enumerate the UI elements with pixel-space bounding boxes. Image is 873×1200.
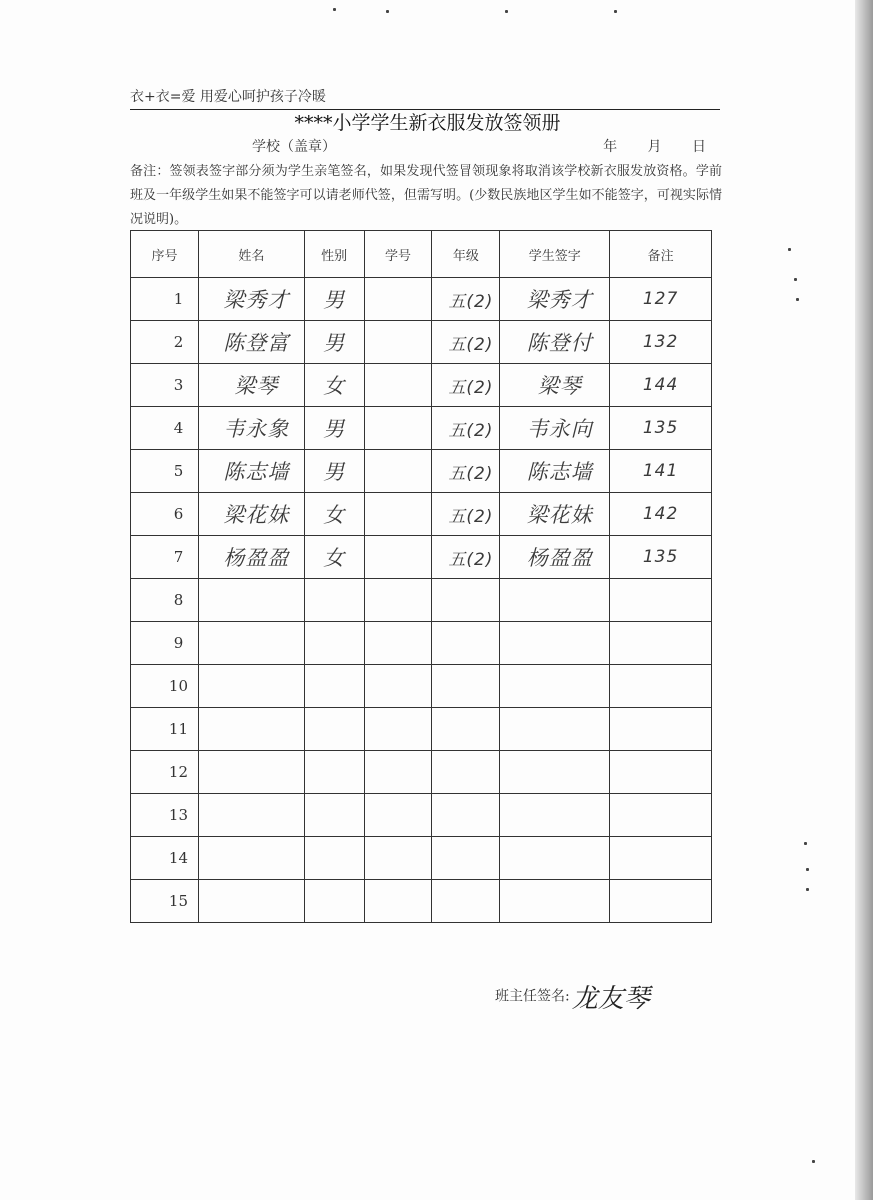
student-id bbox=[364, 579, 432, 622]
student-gender bbox=[304, 794, 364, 837]
student-signature: 韦永向 bbox=[500, 407, 610, 450]
student-name bbox=[198, 579, 304, 622]
student-id bbox=[364, 364, 432, 407]
student-signature: 梁琴 bbox=[500, 364, 610, 407]
student-id bbox=[364, 536, 432, 579]
student-gender: 男 bbox=[304, 407, 364, 450]
table-row bbox=[131, 880, 712, 923]
student-grade: 五(2) bbox=[432, 364, 500, 407]
scan-speck bbox=[804, 842, 807, 845]
row-remark: 135 bbox=[610, 536, 712, 579]
table-row bbox=[131, 794, 712, 837]
student-signature bbox=[500, 708, 610, 751]
scan-speck bbox=[806, 868, 809, 871]
row-number: 1 bbox=[131, 278, 199, 321]
student-gender: 男 bbox=[304, 450, 364, 493]
student-grade bbox=[432, 622, 500, 665]
student-name: 陈志墙 bbox=[198, 450, 304, 493]
student-id bbox=[364, 794, 432, 837]
row-number: 9 bbox=[131, 622, 199, 665]
student-signature: 梁秀才 bbox=[500, 278, 610, 321]
scan-edge bbox=[855, 0, 873, 1200]
row-remark bbox=[610, 794, 712, 837]
student-gender: 男 bbox=[304, 278, 364, 321]
table-row bbox=[131, 407, 712, 450]
table-row bbox=[131, 493, 712, 536]
sign-off-table bbox=[130, 230, 712, 923]
scan-speck bbox=[812, 1160, 815, 1163]
row-remark: 144 bbox=[610, 364, 712, 407]
student-name: 陈登富 bbox=[198, 321, 304, 364]
table-row bbox=[131, 579, 712, 622]
table-row bbox=[131, 364, 712, 407]
row-number: 4 bbox=[131, 407, 199, 450]
table-row bbox=[131, 450, 712, 493]
student-name bbox=[198, 708, 304, 751]
student-signature bbox=[500, 622, 610, 665]
row-remark: 132 bbox=[610, 321, 712, 364]
row-number: 12 bbox=[131, 751, 199, 794]
table-header-row bbox=[131, 231, 712, 278]
student-id bbox=[364, 450, 432, 493]
student-grade: 五(2) bbox=[432, 493, 500, 536]
student-gender bbox=[304, 579, 364, 622]
row-remark bbox=[610, 665, 712, 708]
table-row bbox=[131, 837, 712, 880]
row-number: 5 bbox=[131, 450, 199, 493]
row-number: 15 bbox=[131, 880, 199, 923]
student-grade bbox=[432, 880, 500, 923]
row-number: 11 bbox=[131, 708, 199, 751]
remarks-note: 备注：签领表签字部分须为学生亲笔签名，如果发现代签冒领现象将取消该学校新衣服发放资格。学前班及一年级学生如果不能签字可以请老师代签，但需写明。(少数民族地区学生如不能签字，可视实际情况说明)。 bbox=[130, 164, 722, 227]
student-gender: 女 bbox=[304, 536, 364, 579]
student-name: 杨盈盈 bbox=[198, 536, 304, 579]
row-number: 3 bbox=[131, 364, 199, 407]
row-number: 8 bbox=[131, 579, 199, 622]
student-id bbox=[364, 665, 432, 708]
student-signature bbox=[500, 579, 610, 622]
student-id bbox=[364, 837, 432, 880]
row-remark bbox=[610, 837, 712, 880]
scan-speck bbox=[333, 8, 336, 11]
table-row bbox=[131, 278, 712, 321]
teacher-label: 班主任签名: bbox=[495, 988, 570, 1005]
header-no: 序号 bbox=[131, 231, 199, 278]
header-name: 姓名 bbox=[198, 231, 304, 278]
student-id bbox=[364, 622, 432, 665]
student-id bbox=[364, 751, 432, 794]
student-grade bbox=[432, 708, 500, 751]
student-name: 梁秀才 bbox=[198, 278, 304, 321]
student-name: 梁琴 bbox=[198, 364, 304, 407]
scan-speck bbox=[806, 888, 809, 891]
school-stamp-label: 学校（盖章） bbox=[252, 139, 336, 155]
student-gender bbox=[304, 880, 364, 923]
scan-speck bbox=[794, 278, 797, 281]
row-remark bbox=[610, 751, 712, 794]
row-number: 13 bbox=[131, 794, 199, 837]
student-signature: 梁花妹 bbox=[500, 493, 610, 536]
document-title: ****小学学生新衣服发放签领册 bbox=[294, 112, 561, 134]
student-gender bbox=[304, 708, 364, 751]
student-grade bbox=[432, 794, 500, 837]
student-name bbox=[198, 880, 304, 923]
student-name bbox=[198, 665, 304, 708]
student-signature bbox=[500, 751, 610, 794]
student-gender: 女 bbox=[304, 493, 364, 536]
student-id bbox=[364, 321, 432, 364]
scan-speck bbox=[505, 10, 508, 13]
header-grade: 年级 bbox=[432, 231, 500, 278]
scan-speck bbox=[386, 10, 389, 13]
row-remark: 127 bbox=[610, 278, 712, 321]
row-remark bbox=[610, 880, 712, 923]
scan-speck bbox=[614, 10, 617, 13]
student-id bbox=[364, 407, 432, 450]
date-label: 年 月 日 bbox=[603, 139, 706, 155]
row-remark bbox=[610, 622, 712, 665]
row-number: 7 bbox=[131, 536, 199, 579]
header-signature: 学生签字 bbox=[500, 231, 610, 278]
student-name bbox=[198, 622, 304, 665]
student-gender: 女 bbox=[304, 364, 364, 407]
table-row bbox=[131, 708, 712, 751]
student-grade bbox=[432, 579, 500, 622]
student-name bbox=[198, 794, 304, 837]
student-grade bbox=[432, 665, 500, 708]
student-gender bbox=[304, 622, 364, 665]
student-name bbox=[198, 751, 304, 794]
student-signature bbox=[500, 837, 610, 880]
teacher-signature-block bbox=[495, 978, 650, 1018]
row-remark: 141 bbox=[610, 450, 712, 493]
scan-speck bbox=[788, 248, 791, 251]
student-name: 梁花妹 bbox=[198, 493, 304, 536]
table-row bbox=[131, 622, 712, 665]
table-row bbox=[131, 536, 712, 579]
header-gender: 性别 bbox=[304, 231, 364, 278]
student-signature: 陈登付 bbox=[500, 321, 610, 364]
header-remark: 备注 bbox=[610, 231, 712, 278]
student-grade: 五(2) bbox=[432, 407, 500, 450]
row-remark: 135 bbox=[610, 407, 712, 450]
row-remark bbox=[610, 708, 712, 751]
student-signature bbox=[500, 665, 610, 708]
student-grade: 五(2) bbox=[432, 278, 500, 321]
student-grade bbox=[432, 751, 500, 794]
student-signature bbox=[500, 794, 610, 837]
student-id bbox=[364, 880, 432, 923]
student-signature: 杨盈盈 bbox=[500, 536, 610, 579]
student-grade: 五(2) bbox=[432, 536, 500, 579]
student-signature: 陈志墙 bbox=[500, 450, 610, 493]
table-row bbox=[131, 751, 712, 794]
school-date-line bbox=[130, 136, 720, 156]
table-row bbox=[131, 665, 712, 708]
student-grade: 五(2) bbox=[432, 321, 500, 364]
student-gender bbox=[304, 665, 364, 708]
student-name bbox=[198, 837, 304, 880]
row-number: 6 bbox=[131, 493, 199, 536]
student-id bbox=[364, 493, 432, 536]
student-grade bbox=[432, 837, 500, 880]
student-id bbox=[364, 278, 432, 321]
table-row bbox=[131, 321, 712, 364]
student-signature bbox=[500, 880, 610, 923]
header-motto: 衣+衣=爱 用爱心呵护孩子冷暖 bbox=[130, 86, 720, 110]
row-remark: 142 bbox=[610, 493, 712, 536]
header-student-id: 学号 bbox=[364, 231, 432, 278]
student-name: 韦永象 bbox=[198, 407, 304, 450]
teacher-signature: 龙友琴 bbox=[571, 984, 650, 1014]
row-remark bbox=[610, 579, 712, 622]
student-grade: 五(2) bbox=[432, 450, 500, 493]
student-gender bbox=[304, 837, 364, 880]
row-number: 10 bbox=[131, 665, 199, 708]
student-gender bbox=[304, 751, 364, 794]
row-number: 14 bbox=[131, 837, 199, 880]
scan-speck bbox=[796, 298, 799, 301]
row-number: 2 bbox=[131, 321, 199, 364]
student-id bbox=[364, 708, 432, 751]
student-gender: 男 bbox=[304, 321, 364, 364]
